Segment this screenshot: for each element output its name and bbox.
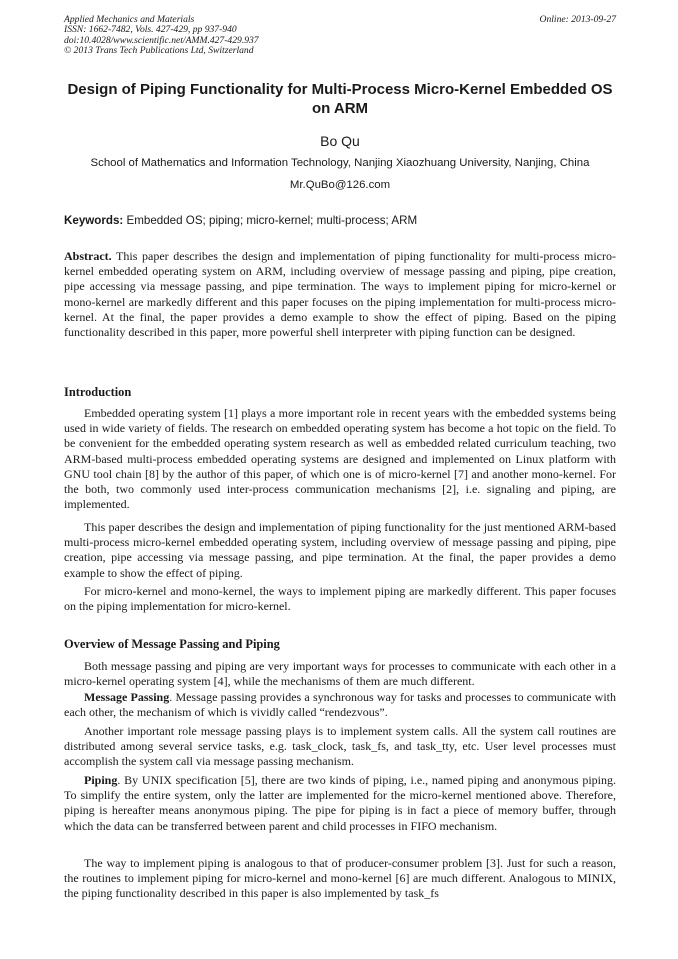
message-passing-label: Message Passing: [84, 690, 170, 704]
keywords-text: Embedded OS; piping; micro-kernel; multi-process; ARM: [123, 214, 418, 227]
section-heading-introduction: Introduction: [64, 385, 132, 399]
journal-header: [64, 15, 616, 57]
message-passing-text: . Message passing provides a synchronous way for tasks and processes to communicate with each other, the mechanism of which is vividly called “rendezvous”.: [64, 690, 616, 720]
intro-paragraph-2: This paper describes the design and implementation of piping functionality for the just mentioned ARM-based multi-process micro-kernel embedded operating system, including overview of message passing and piping, pipe creation, pipe accessing via message passing, and pipe termination. At the final, the paper provides a demo example to show the effect of piping.: [64, 520, 616, 580]
journal-copyright: © 2013 Trans Tech Publications Ltd, Switzerland: [64, 45, 254, 57]
overview-paragraph-3: Another important role message passing plays is to implement system calls. All the system call routines are distributed among several service tasks, e.g. task_clock, task_fs, and task_tty, etc. User level processes must accomplish the system call via message passing mechanism.: [64, 724, 616, 769]
section-heading-overview: Overview of Message Passing and Piping: [64, 637, 280, 651]
keywords-label: Keywords:: [64, 214, 124, 227]
keywords: [64, 213, 616, 228]
journal-doi: doi:10.4028/www.scientific.net/AMM.427-429.937: [64, 34, 259, 46]
overview-paragraph-piping: [64, 773, 616, 834]
overview-paragraph-message-passing: [64, 690, 616, 720]
paper-author: Bo Qu: [320, 133, 360, 149]
paper-title: Design of Piping Functionality for Multi-Process Micro-Kernel Embedded OS on ARM: [67, 81, 613, 117]
overview-paragraph-1: Both message passing and piping are very important ways for processes to communicate with each other in a micro-kernel operating system [4], while the mechanisms of them are much different.: [64, 659, 616, 689]
author-email: Mr.QuBo@126.com: [289, 179, 391, 191]
overview-paragraph-5: The way to implement piping is analogous to that of producer-consumer problem [3]. Just for such a reason, the routines to implement piping for micro-kernel and mono-kernel [6] are much different. Analogous to MINIX, the piping functionality described in this paper is also implemented by task_fs: [64, 856, 616, 901]
abstract-label: Abstract.: [64, 249, 112, 263]
piping-text: . By UNIX specification [5], there are two kinds of piping, i.e., named piping and anonymous piping. To simplify the entire system, only the latter are implemented for the micro-kernel mentioned above. Therefore, piping is hereafter means anonymous piping. The pipe for piping is in fact a piece of memory buffer, through which the data can be transferred between parent and child processes in FIFO mechanism.: [64, 773, 616, 833]
abstract-text: This paper describes the design and implementation of piping functionality for multi-process micro-kernel embedded operating system on ARM, including overview of message passing and piping, pipe creation, pipe accessing via message passing, and pipe termination. The ways to implement piping for micro-kernel or mono-kernel are markedly different and this paper focuses on the piping implementation for multi-process micro-kernel. At the final, the paper provides a demo example to show the effect of piping. Based on the piping functionality described in this paper, more powerful shell interpreter with piping function can be designed.: [64, 249, 616, 340]
journal-issn: ISSN: 1662-7482, Vols. 427-429, pp 937-940: [64, 24, 237, 36]
journal-name: Applied Mechanics and Materials: [64, 14, 195, 25]
online-date: Online: 2013-09-27: [539, 14, 616, 25]
piping-label: Piping: [84, 773, 118, 787]
intro-paragraph-3: For micro-kernel and mono-kernel, the ways to implement piping are markedly different. This paper focuses on the piping implementation for micro-kernel.: [64, 584, 616, 614]
author-affiliation: School of Mathematics and Information Technology, Nanjing Xiaozhuang University, Nanjing, China: [90, 157, 590, 169]
abstract: [64, 249, 616, 340]
intro-paragraph-1: Embedded operating system [1] plays a more important role in recent years with the embedded systems being used in wide variety of fields. The research on embedded operating system has become a hot topic on the field. To be convenient for the embedded operating system research as well as embedded related curriculum teaching, two ARM-based multi-process embedded operating systems are designed and implemented on Linux platform with GNU tool chain [8] by the author of this paper, of which one is of micro-kernel [7] and another mono-kernel. For the both, two commonly used inter-process communication mechanisms [2], i.e. signaling and piping, are implemented.: [64, 406, 616, 512]
